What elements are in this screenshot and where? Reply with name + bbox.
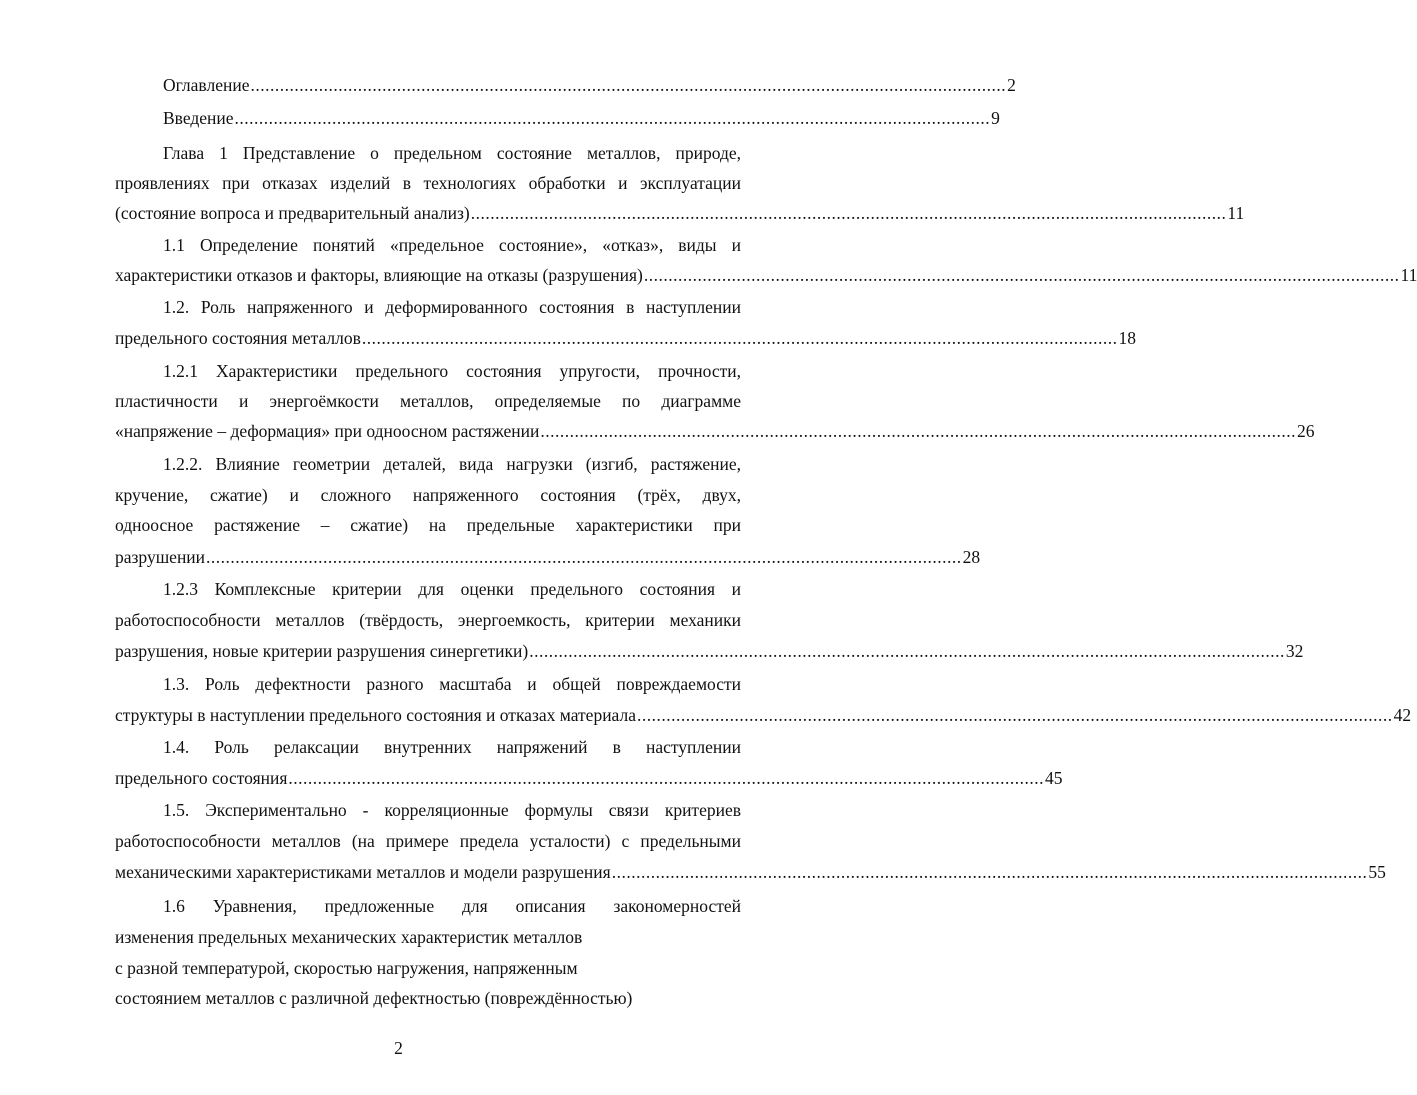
toc-section-1-2-2-line3: одноосное растяжение – сжатие) на предельные характеристики при (115, 515, 741, 535)
toc-section-1-4-line2 (115, 766, 1063, 790)
toc-section-1-3-line2 (115, 703, 1412, 727)
toc-entry-title: Введение (163, 108, 234, 128)
toc-page-number: 9 (991, 108, 1000, 128)
toc-section-1-6-line1: 1.6 Уравнения, предложенные для описания закономерностей (163, 896, 741, 916)
toc-section-1-6-line3: с разной температурой, скоростью нагружения, напряженным (115, 958, 578, 978)
toc-section-1-5-line3 (115, 860, 1386, 884)
dot-leader: ........................................................................................................................................................... (611, 862, 1368, 882)
toc-section-1-1-line1: 1.1 Определение понятий «предельное состояние», «отказ», виды и (163, 235, 741, 255)
toc-section-1-1-line2 (115, 263, 1417, 287)
toc-section-1-2-1-line3 (115, 419, 1315, 443)
toc-page-number: 55 (1368, 862, 1386, 882)
toc-section-1-2-3-line3 (115, 639, 1304, 663)
dot-leader: ........................................................................................................................................................... (643, 265, 1400, 285)
dot-leader: ........................................................................................................................................................... (234, 108, 991, 128)
toc-section-1-6-line2: изменения предельных механических характеристик металлов (115, 927, 583, 947)
toc-entry-title: предельного состояния металлов (115, 328, 361, 348)
toc-page-number: 2 (1007, 75, 1016, 95)
toc-section-1-2-3-line1: 1.2.3 Комплексные критерии для оценки предельного состояния и (163, 579, 741, 599)
toc-section-1-2-2-line1: 1.2.2. Влияние геометрии деталей, вида нагрузки (изгиб, растяжение, (163, 454, 741, 474)
toc-page-number: 26 (1296, 421, 1315, 441)
dot-leader: ........................................................................................................................................................... (288, 768, 1045, 788)
dot-leader: ........................................................................................................................................................... (361, 328, 1118, 348)
toc-entry-title: предельного состояния (115, 768, 288, 788)
toc-section-1-3-line1: 1.3. Роль дефектности разного масштаба и общей повреждаемости (163, 674, 741, 694)
dot-leader: ........................................................................................................................................................... (540, 421, 1296, 441)
toc-page-number: 28 (962, 547, 981, 567)
toc-entry-title: характеристики отказов и факторы, влияющие на отказы (разрушения) (115, 265, 643, 285)
toc-entry-title: разрушении (115, 547, 206, 567)
toc-entry-oglavlenie (163, 73, 1016, 97)
toc-entry-title: «напряжение – деформация» при одноосном растяжении (115, 421, 540, 441)
dot-leader: ........................................................................................................................................................... (470, 203, 1227, 223)
dot-leader: ........................................................................................................................................................... (636, 705, 1393, 725)
toc-section-1-2-3-line2: работоспособности металлов (твёрдость, энергоемкость, критерии механики (115, 610, 741, 630)
toc-page-number: 42 (1393, 705, 1412, 725)
toc-page-number: 45 (1045, 768, 1063, 788)
dot-leader: ........................................................................................................................................................... (250, 75, 1007, 95)
page-number: 2 (394, 1038, 403, 1058)
toc-section-1-2-1-line2: пластичности и энергоёмкости металлов, определяемые по диаграмме (115, 391, 741, 411)
toc-entry-vvedenie (163, 106, 1000, 130)
toc-entry-title: (состояние вопроса и предварительный анализ) (115, 203, 470, 223)
toc-section-1-5-line1: 1.5. Экспериментально - корреляционные формулы связи критериев (163, 800, 741, 820)
toc-entry-title: структуры в наступлении предельного состояния и отказах материала (115, 705, 636, 725)
toc-section-1-2-1-line1: 1.2.1 Характеристики предельного состояния упругости, прочности, (163, 361, 741, 381)
dot-leader: ........................................................................................................................................................... (206, 547, 962, 567)
toc-section-1-6-line4: состоянием металлов с различной дефектностью (повреждённостью) (115, 988, 633, 1008)
toc-page-number: 11 (1400, 265, 1417, 285)
toc-chapter1-line3 (115, 201, 1245, 225)
toc-chapter1-line2: проявлениях при отказах изделий в технологиях обработки и эксплуатации (115, 173, 741, 193)
toc-page-number: 11 (1227, 203, 1245, 223)
toc-entry-title: разрушения, новые критерии разрушения синергетики) (115, 641, 529, 661)
toc-section-1-2-line1: 1.2. Роль напряженного и деформированного состояния в наступлении (163, 297, 741, 317)
toc-section-1-5-line2: работоспособности металлов (на примере предела усталости) с предельными (115, 831, 741, 851)
toc-entry-title: Оглавление (163, 75, 250, 95)
toc-page-number: 18 (1118, 328, 1137, 348)
toc-section-1-2-line2 (115, 326, 1137, 350)
toc-section-1-4-line1: 1.4. Роль релаксации внутренних напряжений в наступлении (163, 737, 741, 757)
toc-entry-title: механическими характеристиками металлов и модели разрушения (115, 862, 611, 882)
toc-section-1-2-2-line2: кручение, сжатие) и сложного напряженного состояния (трёх, двух, (115, 485, 741, 505)
toc-section-1-2-2-line4 (115, 545, 981, 569)
toc-chapter1-line1: Глава 1 Представление о предельном состояние металлов, природе, (163, 143, 741, 163)
toc-page-number: 32 (1285, 641, 1304, 661)
dot-leader: ........................................................................................................................................................... (529, 641, 1285, 661)
